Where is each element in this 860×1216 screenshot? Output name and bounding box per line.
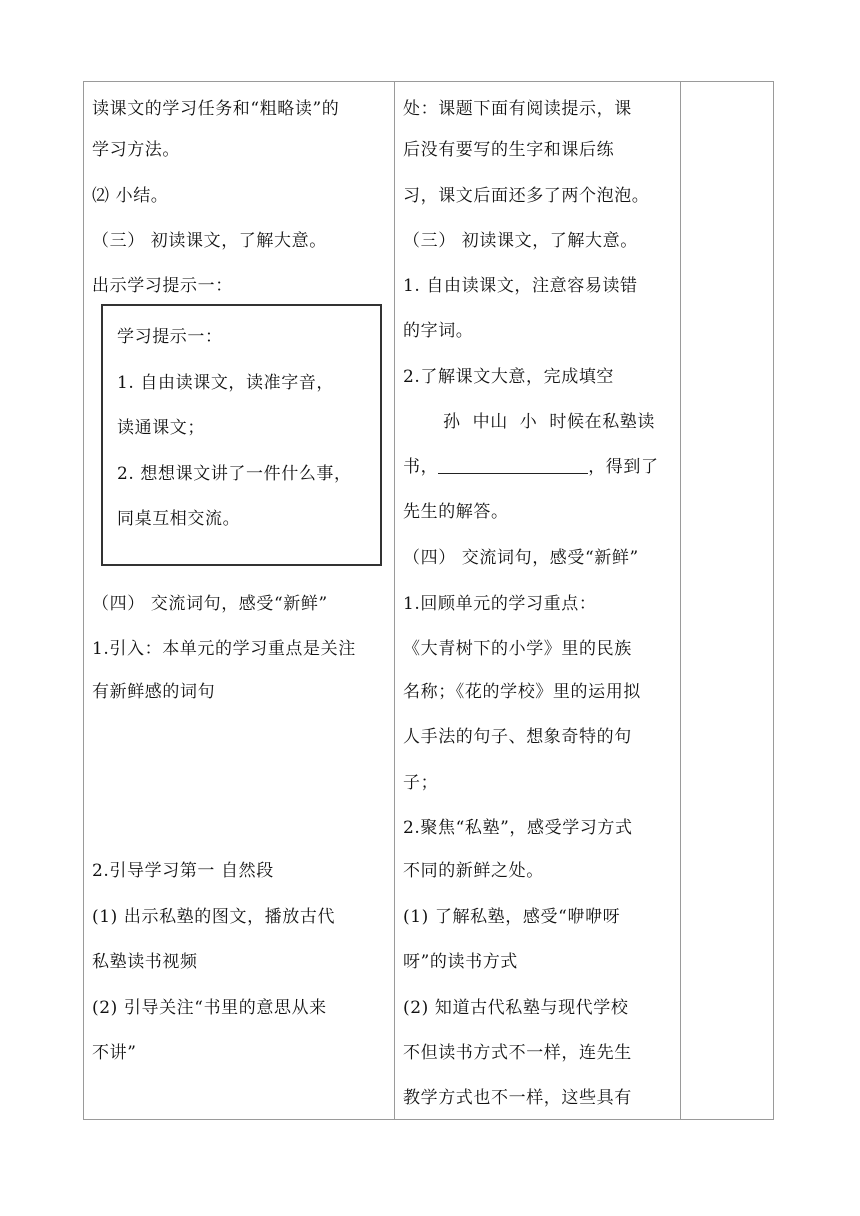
text-line: (1) 出示私塾的图文，播放古代 (92, 907, 336, 927)
text-line: 《大青树下的小学》里的民族 (403, 639, 632, 659)
text-line: 1.引入：本单元的学习重点是关注 (92, 639, 356, 659)
text-line: 教学方式也不一样，这些具有 (403, 1088, 632, 1108)
section-heading: （四） 交流词句，感受“新鲜” (92, 594, 328, 614)
text-line: 学习方法。 (92, 140, 180, 160)
text-line: (2) 引导关注“书里的意思从来 (92, 998, 327, 1018)
text-line: 不但读书方式不一样，连先生 (403, 1043, 632, 1063)
text-line: 私塾读书视频 (92, 952, 198, 972)
teacher-activity-column (84, 82, 395, 1120)
lesson-plan-table (83, 81, 774, 1120)
text-fragment: 书， (403, 457, 439, 477)
text-line: 孙 中山 小 时候在私塾读 (443, 412, 656, 432)
text-line: 呀”的读书方式 (403, 952, 518, 972)
text-line: 的字词。 (403, 321, 474, 341)
text-line: 2.引导学习第一 自然段 (92, 861, 274, 881)
tip-item: 2. 想想课文讲了一件什么事， (117, 464, 352, 484)
text-line: 名称；《花的学校》里的运用拟 (403, 682, 641, 702)
section-heading: （三） 初读课文，了解大意。 (403, 231, 638, 251)
text-line: 不同的新鲜之处。 (403, 861, 544, 881)
text-line: 不讲” (92, 1043, 137, 1063)
answer-blank (438, 457, 588, 474)
text-line: 读课文的学习任务和“粗略读”的 (92, 99, 340, 119)
text-line: （三） 初读课文，了解大意。 (92, 231, 327, 251)
tip-item: 同桌互相交流。 (117, 509, 241, 529)
text-line: 先生的解答。 (403, 502, 509, 522)
text-line: 处：课题下面有阅读提示，课 (403, 99, 632, 119)
learning-tip-box (101, 304, 382, 566)
text-line: (1) 了解私塾，感受“咿咿呀 (403, 907, 621, 927)
text-line: 习，课文后面还多了两个泡泡。 (403, 186, 650, 206)
text-line: 2.聚焦“私塾”，感受学习方式 (403, 818, 633, 838)
fill-in-blank-line (403, 456, 674, 478)
tip-item: 1. 自由读课文，读准字音， (117, 373, 335, 393)
text-line: 2.了解课文大意，完成填空 (403, 367, 615, 387)
text-line: 1. 自由读课文，注意容易读错 (403, 276, 638, 296)
text-line: 出示学习提示一： (92, 276, 233, 296)
section-heading: （四） 交流词句，感受“新鲜” (403, 548, 639, 568)
text-line: 1.回顾单元的学习重点： (403, 594, 597, 614)
text-line: ⑵ 小结。 (92, 186, 169, 206)
notes-column (681, 82, 774, 1120)
student-activity-column (395, 82, 681, 1120)
text-fragment: ，得到了 (588, 457, 659, 477)
tip-title: 学习提示一： (117, 327, 223, 347)
text-line: (2) 知道古代私塾与现代学校 (403, 998, 629, 1018)
text-line: 子； (403, 773, 439, 793)
text-line: 有新鲜感的词句 (92, 682, 216, 702)
text-line: 后没有要写的生字和课后练 (403, 140, 615, 160)
text-line: 人手法的句子、想象奇特的句 (403, 727, 632, 747)
tip-item: 读通课文； (117, 418, 205, 438)
